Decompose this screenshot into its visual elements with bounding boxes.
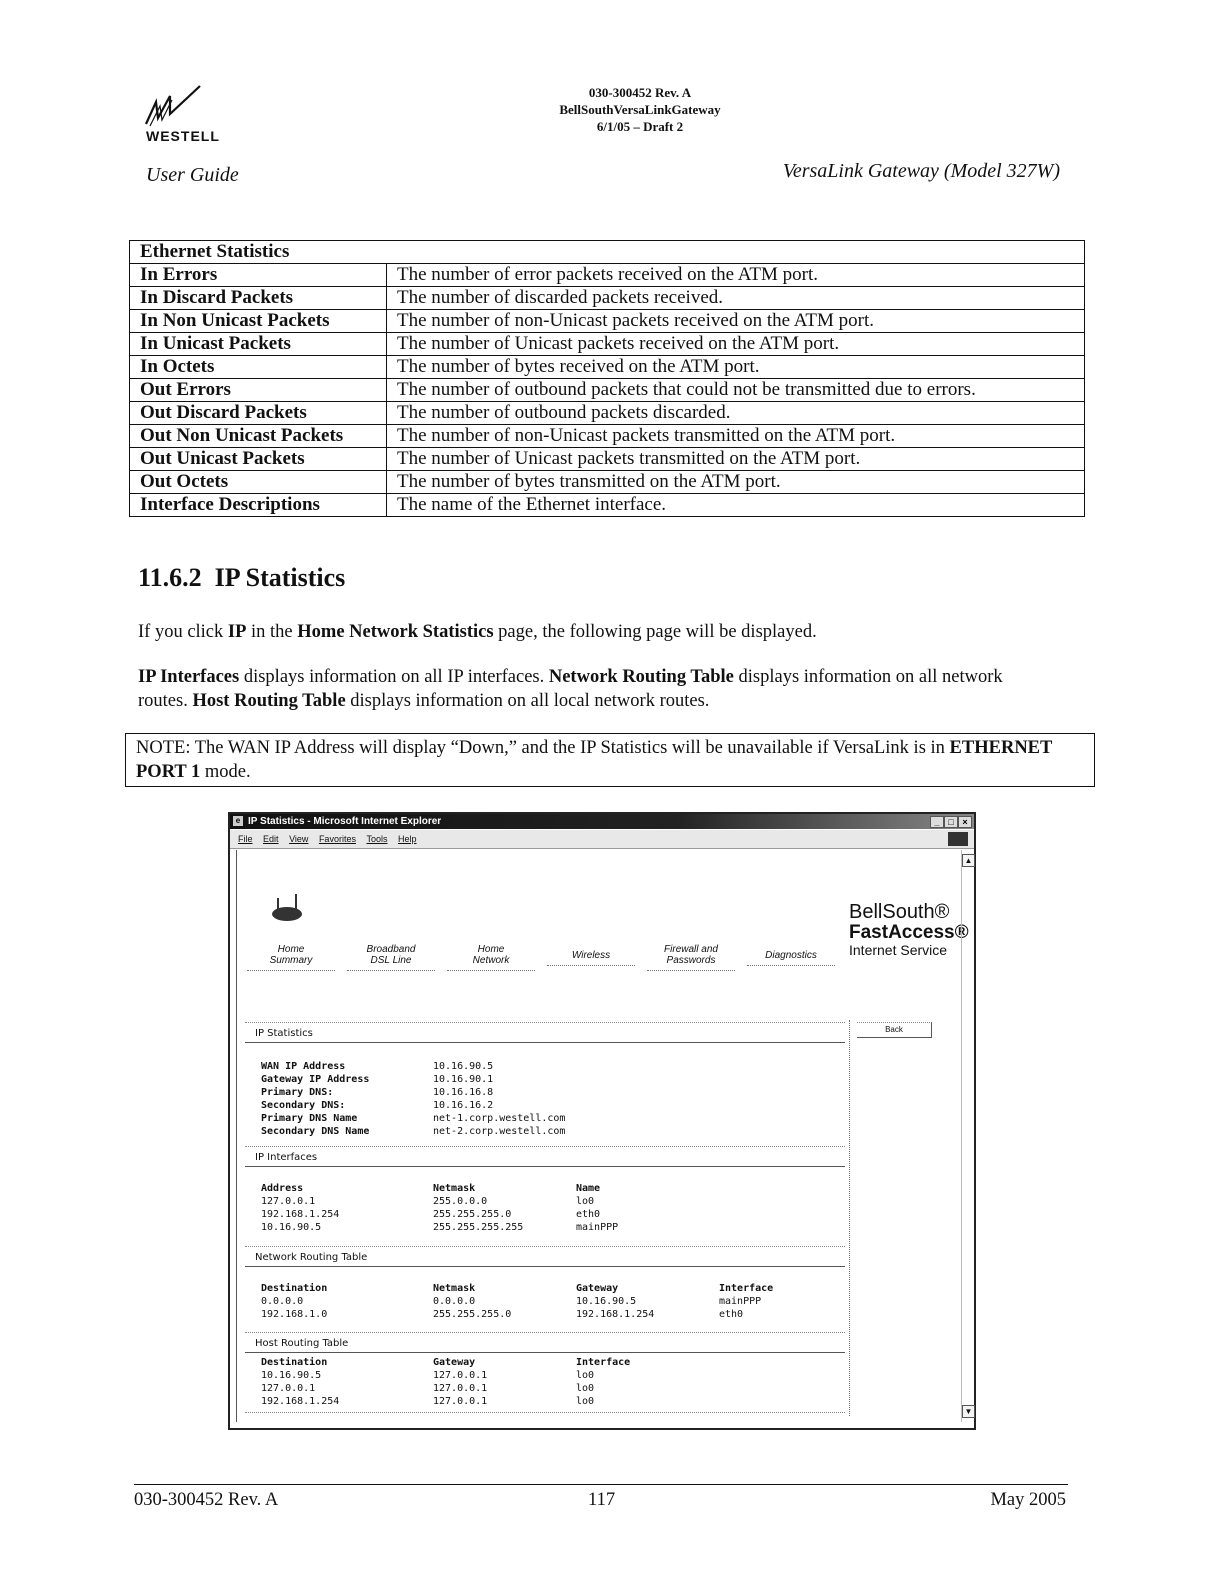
nav-firewall-passwords[interactable] [647,944,735,971]
footer-right: May 2005 [990,1490,1066,1510]
close-icon[interactable]: × [958,816,972,828]
ie-icon: e [233,816,243,826]
text: displays information on all IP interfaces. [239,667,549,687]
section-heading [138,563,345,593]
page-content [236,850,969,1422]
nav-wireless[interactable] [547,950,635,966]
ethernet-statistics-table [129,240,1085,517]
cell: 10.16.90.5 [261,1370,322,1381]
cell: 127.0.0.1 [261,1383,316,1394]
menu-tools[interactable]: Tools [366,834,388,844]
brand-line-1: BellSouth® [849,901,950,923]
description: The number of outbound packets discarded. [387,402,1085,425]
table-row [130,310,1085,333]
divider [245,1352,845,1353]
cell: 255.255.255.255 [433,1222,524,1233]
bold-text: IP [227,622,247,642]
cell: 255.255.255.0 [433,1209,512,1220]
menu-edit[interactable]: Edit [263,834,279,844]
list-item [261,1060,565,1073]
table-row [261,1195,719,1208]
term: Out Errors [130,379,387,402]
ip-interfaces-table [261,1182,719,1234]
cell: mainPPP [719,1296,762,1307]
header-right-label: VersaLink Gateway (Model 327W) [782,160,1060,182]
bold-text: IP Interfaces [138,667,240,687]
column-header: Interface [719,1283,774,1294]
column-header: Destination [261,1283,328,1294]
nav-broadband-dsl-line[interactable] [347,944,435,971]
paragraph-intro [138,620,1038,644]
cell: lo0 [576,1196,595,1207]
host-routing-table [261,1356,719,1408]
table-row [261,1221,719,1234]
table-header-row [261,1282,839,1295]
bold-text: Home Network Statistics [297,622,494,642]
header-left-label: User Guide [146,164,239,186]
text: mode. [200,762,251,782]
cell: lo0 [576,1370,595,1381]
table-row [130,333,1085,356]
text: displays information on all local network routes. [345,691,710,711]
ip-statistics-title: IP Statistics [255,1028,313,1039]
table-row [130,494,1085,517]
section-number: 11.6.2 [138,563,202,592]
stat-label: WAN IP Address [261,1061,346,1072]
nav-label: Firewall and [664,944,718,955]
table-row [130,379,1085,402]
text: If you click [138,622,228,642]
term: In Discard Packets [130,287,387,310]
table-row [261,1208,719,1221]
statistics-panel [245,1020,850,1416]
nav-label: Home [277,944,305,955]
divider [245,1022,845,1023]
cell: 10.16.90.5 [576,1296,637,1307]
term: In Unicast Packets [130,333,387,356]
column-header: Gateway [576,1283,619,1294]
menu-bar [230,830,974,849]
doc-date: 6/1/05 – Draft 2 [596,119,684,134]
bold-text: Host Routing Table [192,691,346,711]
windows-flag-icon [948,832,968,846]
column-header: Netmask [433,1183,476,1194]
term: In Non Unicast Packets [130,310,387,333]
table-row [261,1295,839,1308]
network-routing-table [261,1282,839,1321]
bold-text: ETHERNET PORT 1 [136,738,1053,782]
note-box [125,733,1095,787]
footer-left: 030-300452 Rev. A [134,1490,279,1510]
column-header: Address [261,1183,304,1194]
term: Out Non Unicast Packets [130,425,387,448]
divider [245,1166,845,1167]
stat-label: Primary DNS: [261,1087,334,1098]
description: The number of error packets received on the ATM port. [387,264,1085,287]
nav-home-summary[interactable] [247,944,335,971]
bellsouth-brand [849,902,969,958]
list-item [261,1125,565,1138]
divider [245,1246,845,1247]
description: The number of Unicast packets received on the ATM port. [387,333,1085,356]
description: The number of non-Unicast packets received on the ATM port. [387,310,1085,333]
cell: lo0 [576,1396,595,1407]
router-icon [269,892,309,926]
list-item [261,1086,565,1099]
ip-statistics-list [261,1060,565,1138]
host-routing-title: Host Routing Table [255,1338,349,1349]
scroll-down-icon[interactable]: ▼ [962,1405,975,1418]
scroll-up-icon[interactable]: ▲ [962,854,975,867]
page-number: 117 [588,1490,616,1510]
cell: eth0 [576,1209,601,1220]
menu-file[interactable]: File [238,834,253,844]
stat-label: Secondary DNS: [261,1100,346,1111]
table-title: Ethernet Statistics [130,241,1085,264]
description: The name of the Ethernet interface. [387,494,1085,517]
cell: lo0 [576,1383,595,1394]
brand-name: WESTELL [146,128,220,144]
cell: 0.0.0.0 [433,1296,476,1307]
text: NOTE: The WAN IP Address will display “Down,” and the IP Statistics will be unavailable if VersaLink is in [136,738,950,758]
cell: 192.168.1.254 [261,1396,340,1407]
nav-label: Wireless [571,950,611,961]
column-header: Name [576,1183,601,1194]
divider [245,1332,845,1333]
nav-label: DSL Line [370,955,412,966]
section-title: IP Statistics [214,563,346,592]
cell: 127.0.0.1 [433,1383,488,1394]
term: Interface Descriptions [130,494,387,517]
description: The number of Unicast packets transmitted on the ATM port. [387,448,1085,471]
nav-label: Summary [269,955,313,966]
cell: 192.168.1.254 [576,1309,655,1320]
table-header-row [261,1356,719,1369]
table-row [130,448,1085,471]
stat-value: net-1.corp.westell.com [433,1113,566,1124]
cell: 127.0.0.1 [433,1370,488,1381]
list-item [261,1112,565,1125]
term: Out Unicast Packets [130,448,387,471]
description: The number of non-Unicast packets transmitted on the ATM port. [387,425,1085,448]
nav-label: Passwords [666,955,716,966]
window-title: IP Statistics - Microsoft Internet Explorer [248,816,442,827]
menu-view[interactable]: View [289,834,309,844]
cell: eth0 [719,1309,744,1320]
doc-number: 030-300452 Rev. A [588,85,692,100]
table-row [261,1369,719,1382]
stat-value: 10.16.90.5 [433,1061,494,1072]
table-row [130,356,1085,379]
stat-label: Gateway IP Address [261,1074,370,1085]
table-header-row [130,241,1085,264]
doc-title: BellSouthVersaLinkGateway [559,102,721,117]
term: Out Discard Packets [130,402,387,425]
table-row [130,402,1085,425]
column-header: Gateway [433,1357,476,1368]
vertical-scrollbar[interactable] [961,850,974,1422]
term: In Octets [130,356,387,379]
ip-interfaces-title: IP Interfaces [255,1152,318,1163]
table-row [130,287,1085,310]
minimize-icon[interactable]: _ [930,816,944,828]
menu-help[interactable]: Help [398,834,417,844]
cell: 127.0.0.1 [261,1196,316,1207]
cell: 255.0.0.0 [433,1196,488,1207]
divider [245,1042,845,1043]
table-row [130,471,1085,494]
maximize-icon[interactable]: □ [944,816,958,828]
network-routing-title: Network Routing Table [255,1252,368,1263]
nav-label: Home [477,944,505,955]
list-item [261,1099,565,1112]
cell: 192.168.1.254 [261,1209,340,1220]
description: The number of bytes transmitted on the ATM port. [387,471,1085,494]
divider [245,1412,845,1413]
window-titlebar [230,814,974,829]
stat-value: 10.16.16.8 [433,1087,494,1098]
cell: 255.255.255.0 [433,1309,512,1320]
column-header: Destination [261,1357,328,1368]
brand-line-3: Internet Service [849,941,948,958]
description: The number of discarded packets received. [387,287,1085,310]
back-button[interactable]: Back [857,1022,932,1038]
text: page, the following page will be displayed. [493,622,817,642]
table-row [261,1308,839,1321]
term: Out Octets [130,471,387,494]
cell: 0.0.0.0 [261,1296,304,1307]
nav-label: Network [472,955,510,966]
footer-divider [134,1484,1068,1485]
column-header: Interface [576,1357,631,1368]
stat-value: net-2.corp.westell.com [433,1126,566,1137]
stat-label: Primary DNS Name [261,1113,358,1124]
column-header: Netmask [433,1283,476,1294]
divider [245,1146,845,1147]
stat-value: 10.16.16.2 [433,1100,494,1111]
text: displays information on all network routes. [138,667,1003,711]
menu-favorites[interactable]: Favorites [318,834,356,844]
table-row [261,1395,719,1408]
cell: 127.0.0.1 [433,1396,488,1407]
nav-label: Broadband [366,944,416,955]
description: The number of outbound packets that could not be transmitted due to errors. [387,379,1085,402]
cell: 10.16.90.5 [261,1222,322,1233]
text: in the [246,622,298,642]
nav-home-network[interactable] [447,944,535,971]
brand-line-2: FastAccess® [849,922,969,943]
nav-label: Diagnostics [765,950,817,961]
stat-value: 10.16.90.1 [433,1074,494,1085]
stat-label: Secondary DNS Name [261,1126,370,1137]
doc-header [430,84,850,135]
browser-screenshot [228,812,976,1430]
table-row [130,425,1085,448]
table-row [130,264,1085,287]
bold-text: Network Routing Table [548,667,734,687]
table-header-row [261,1182,719,1195]
paragraph-descriptions [138,665,1038,713]
table-row [261,1382,719,1395]
description: The number of bytes received on the ATM port. [387,356,1085,379]
cell: 192.168.1.0 [261,1309,328,1320]
list-item [261,1073,565,1086]
cell: mainPPP [576,1222,619,1233]
divider [245,1266,845,1267]
term: In Errors [130,264,387,287]
nav-diagnostics[interactable] [747,950,835,966]
